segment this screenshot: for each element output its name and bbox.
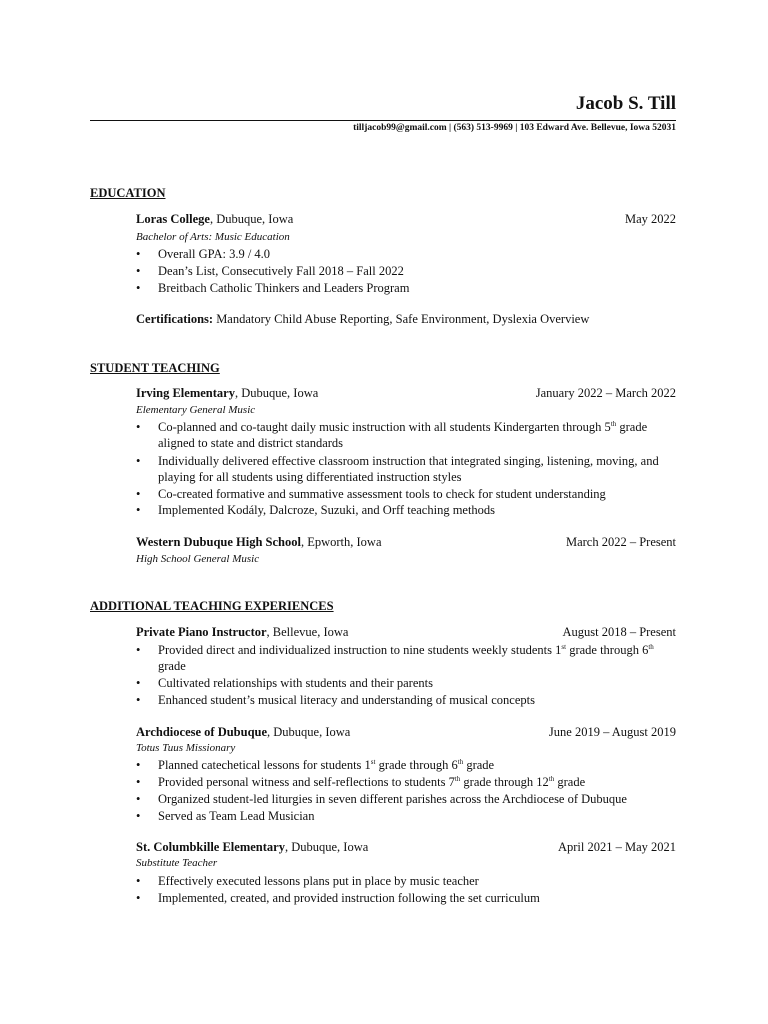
job-role: High School General Music xyxy=(136,553,260,565)
job-org: Private Piano Instructor, Bellevue, Iowa xyxy=(136,625,349,639)
job-entry xyxy=(136,386,676,401)
list-item: • Co-created formative and summative assessment tools to check for student understanding xyxy=(136,487,606,501)
school-location: , Dubuque, Iowa xyxy=(209,212,294,226)
header-divider xyxy=(90,120,676,121)
bullet-icon: • xyxy=(136,454,141,468)
job-date: January 2022 – March 2022 xyxy=(535,386,676,400)
job-role: Totus Tuus Missionary xyxy=(136,742,236,754)
bullet-icon: • xyxy=(136,792,141,806)
contact-line: tilljacob99@gmail.com | (563) 513-9969 | 103 Edward Ave. Bellevue, Iowa 52031 xyxy=(353,123,676,133)
certifications-text: Mandatory Child Abuse Reporting, Safe Environment, Dyslexia Overview xyxy=(213,312,590,326)
list-item: • Overall GPA: 3.9 / 4.0 xyxy=(136,247,271,261)
job-date: March 2022 – Present xyxy=(565,535,676,549)
list-item: • Provided direct and individualized instruction to nine students weekly students 1st grade through 6th grade xyxy=(136,642,654,673)
job-role: Elementary General Music xyxy=(136,404,256,416)
list-item: • Individually delivered effective classroom instruction that integrated singing, listening, moving, and playing for all students using differentiated instruction styles xyxy=(136,454,659,484)
education-institution xyxy=(136,212,293,227)
list-item: • Enhanced student’s musical literacy and understanding of musical concepts xyxy=(136,693,535,707)
section-heading-student-teaching: STUDENT TEACHING xyxy=(90,361,220,375)
list-item: • Organized student-led liturgies in seven different parishes across the Archdiocese of Dubuque xyxy=(136,792,627,806)
education-date: May 2022 xyxy=(624,212,676,226)
job-role: Substitute Teacher xyxy=(136,857,218,869)
bullet-icon: • xyxy=(136,676,141,690)
bullet-icon: • xyxy=(136,874,141,888)
job-entry xyxy=(136,840,676,855)
list-item: • Implemented, created, and provided instruction following the set curriculum xyxy=(136,891,540,905)
bullet-icon: • xyxy=(136,247,141,261)
bullet-icon: • xyxy=(136,809,141,823)
resume-name: Jacob S. Till xyxy=(575,93,676,114)
list-item: • Effectively executed lessons plans put in place by music teacher xyxy=(136,874,479,888)
certifications-label: Certifications: xyxy=(136,312,214,326)
job-date: June 2019 – August 2019 xyxy=(548,725,676,739)
job-date: April 2021 – May 2021 xyxy=(557,840,676,854)
list-item: • Cultivated relationships with students and their parents xyxy=(136,676,433,690)
section-heading-additional: ADDITIONAL TEACHING EXPERIENCES xyxy=(90,599,334,613)
section-heading-education: EDUCATION xyxy=(90,186,166,200)
bullet-icon: • xyxy=(136,758,141,772)
job-entry xyxy=(136,535,676,550)
job-entry xyxy=(136,625,676,640)
list-item: • Planned catechetical lessons for students 1st grade through 6th grade xyxy=(136,757,495,772)
list-item: • Co-planned and co-taught daily music instruction with all students Kindergarten through 5th grade aligned to state and district standards xyxy=(136,419,648,450)
certifications xyxy=(136,312,589,327)
job-org: St. Columbkille Elementary, Dubuque, Iowa xyxy=(136,840,369,854)
bullet-icon: • xyxy=(136,891,141,905)
bullet-icon: • xyxy=(136,487,141,501)
degree: Bachelor of Arts: Music Education xyxy=(136,231,290,243)
list-item: • Dean’s List, Consecutively Fall 2018 – Fall 2022 xyxy=(136,264,404,278)
bullet-icon: • xyxy=(136,281,141,295)
bullet-icon: • xyxy=(136,693,141,707)
job-entry xyxy=(136,725,676,740)
list-item: • Provided personal witness and self-reflections to students 7th grade through 12th grade xyxy=(136,774,586,789)
bullet-icon: • xyxy=(136,775,141,789)
education-entry xyxy=(136,212,676,227)
job-org: Irving Elementary, Dubuque, Iowa xyxy=(136,386,319,400)
job-org: Archdiocese of Dubuque, Dubuque, Iowa xyxy=(136,725,351,739)
job-date: August 2018 – Present xyxy=(562,625,676,639)
bullet-icon: • xyxy=(136,264,141,278)
list-item: • Served as Team Lead Musician xyxy=(136,809,315,823)
bullet-icon: • xyxy=(136,503,141,517)
bullet-icon: • xyxy=(136,420,141,434)
school-name: Loras College xyxy=(136,212,210,226)
bullet-icon: • xyxy=(136,643,141,657)
list-item: • Implemented Kodály, Dalcroze, Suzuki, and Orff teaching methods xyxy=(136,503,496,517)
list-item: • Breitbach Catholic Thinkers and Leaders Program xyxy=(136,281,410,295)
job-org: Western Dubuque High School, Epworth, Iowa xyxy=(136,535,382,549)
